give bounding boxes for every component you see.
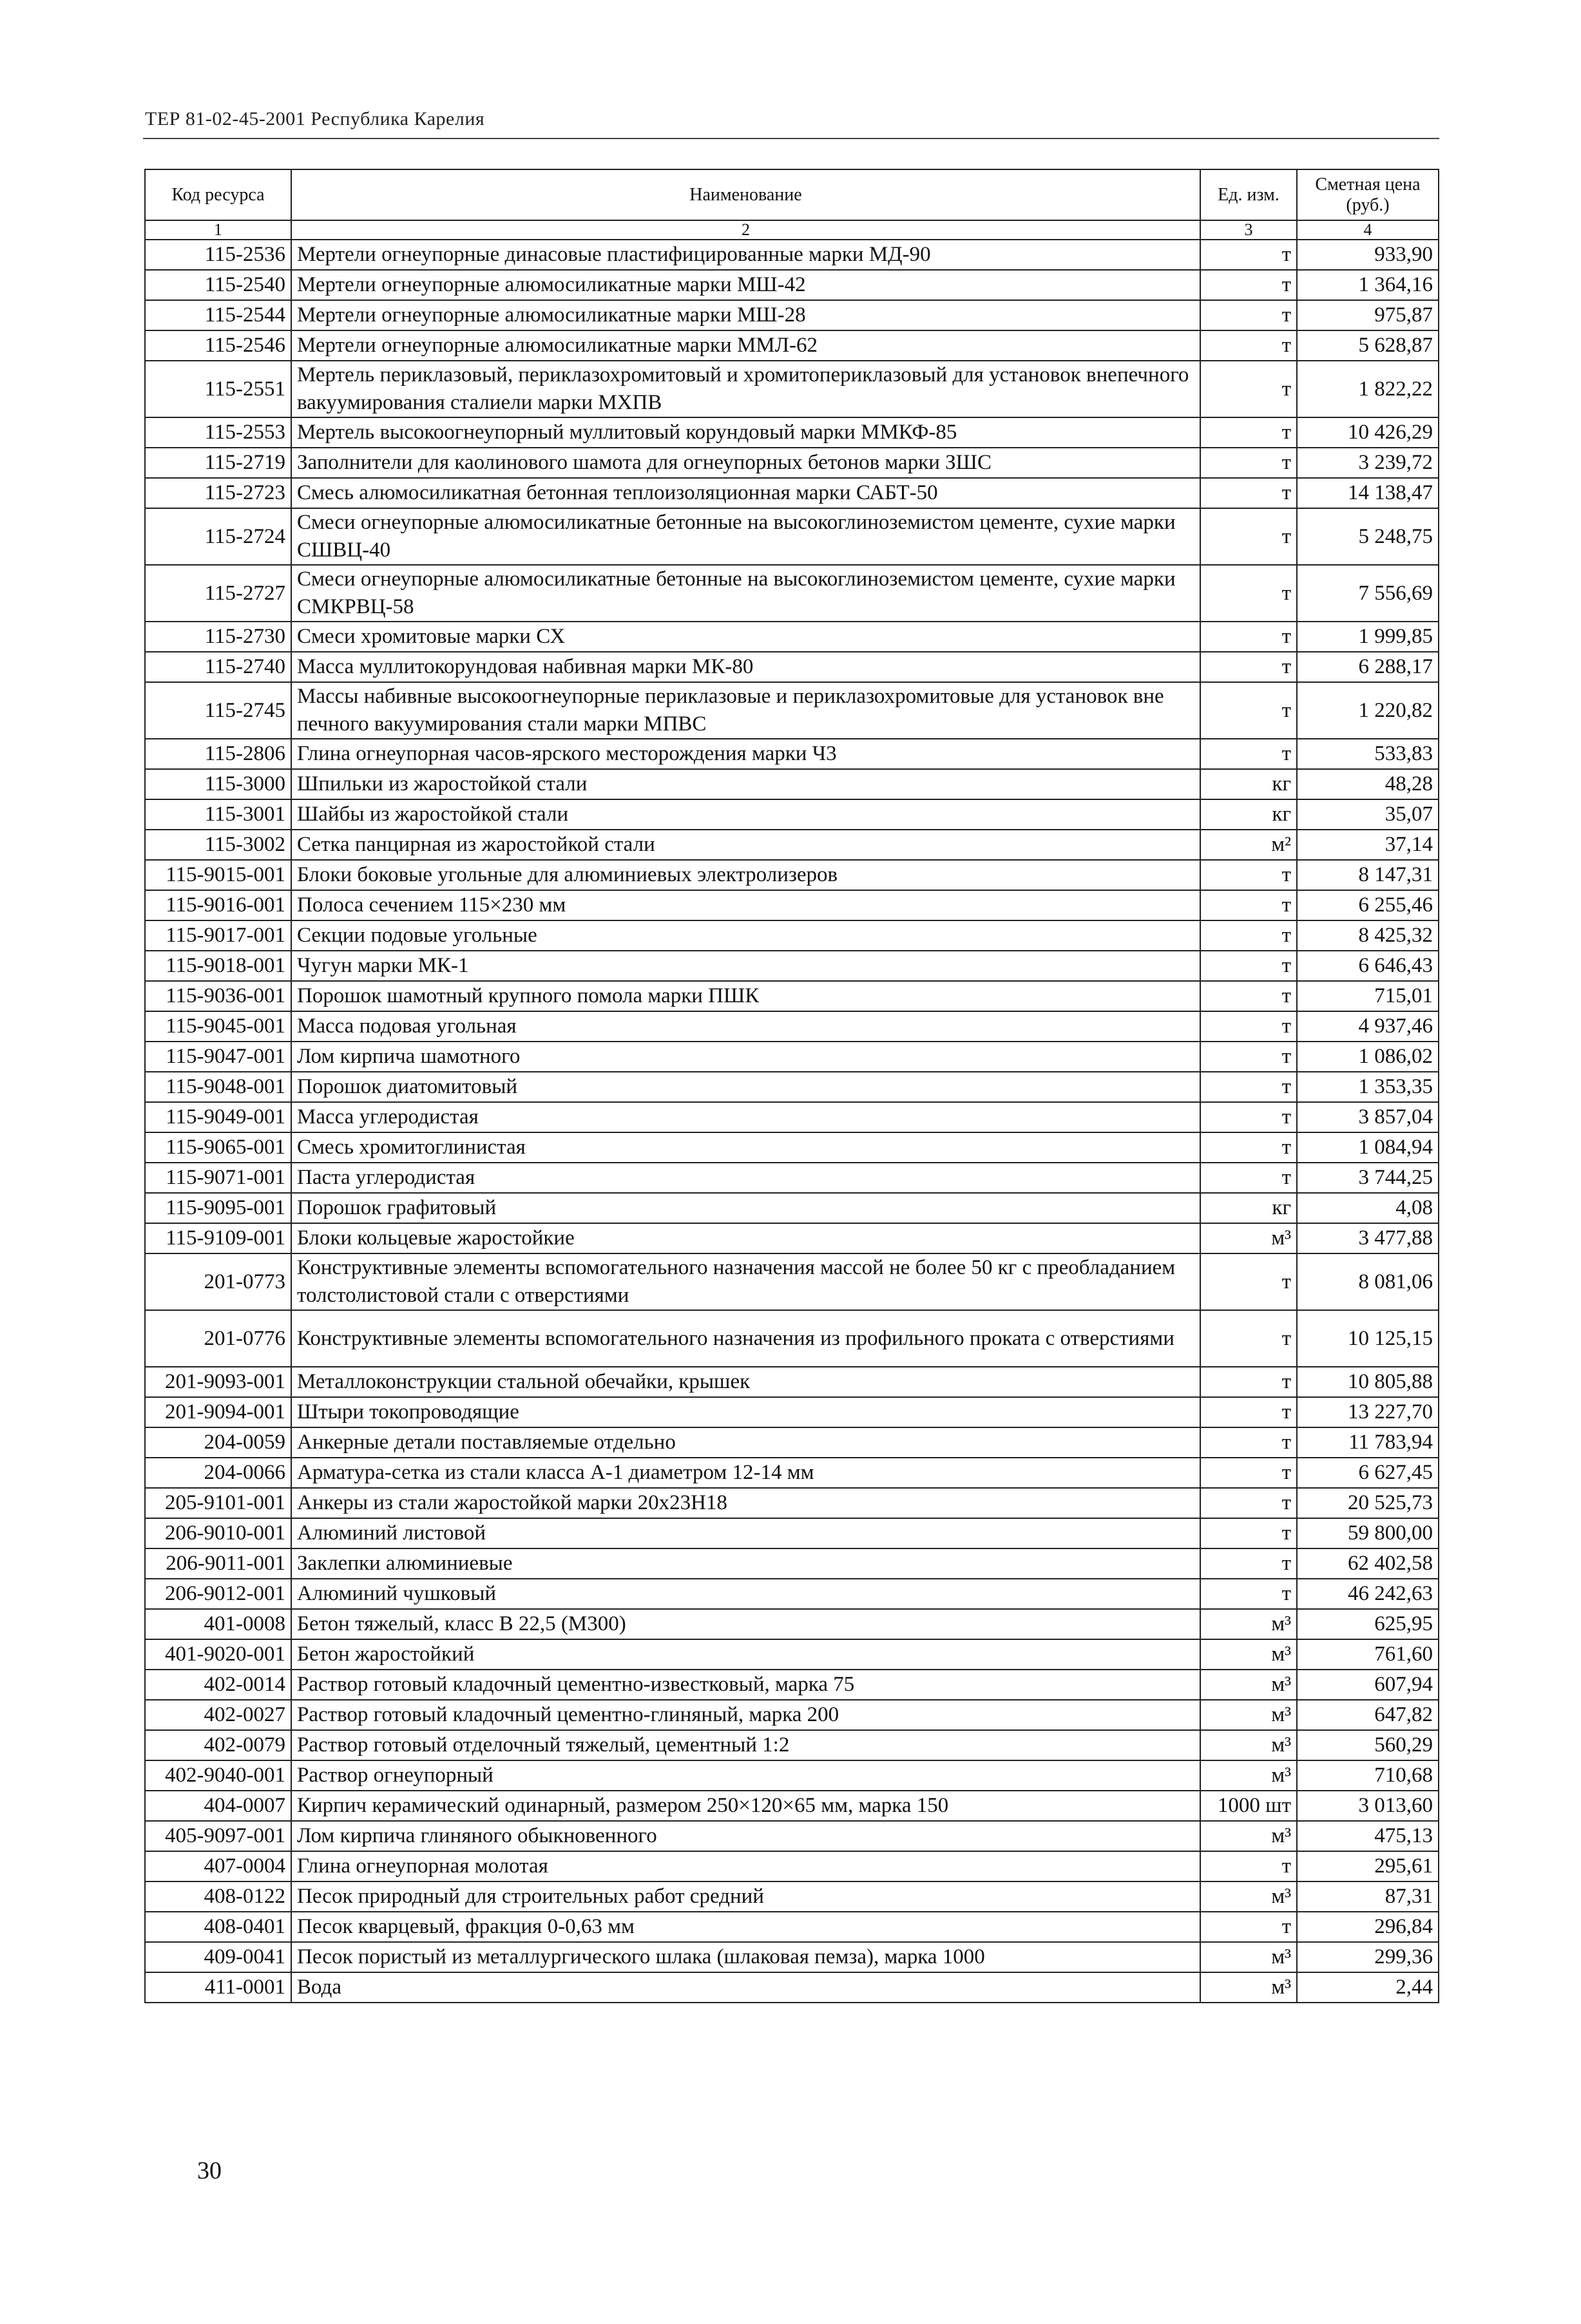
column-number: 2 bbox=[291, 220, 1200, 240]
unit-cell: м³ bbox=[1200, 1670, 1297, 1700]
resource-name-cell: Порошок диатомитовый bbox=[291, 1072, 1200, 1102]
document-header: ТЕР 81-02-45-2001 Республика Карелия bbox=[145, 108, 485, 129]
table-row bbox=[145, 508, 1439, 565]
price-cell: 1 364,16 bbox=[1297, 270, 1439, 300]
resource-name-cell: Сетка панцирная из жаростойкой стали bbox=[291, 830, 1200, 860]
table-row bbox=[145, 920, 1439, 951]
resource-code-cell: 115-2740 bbox=[145, 652, 291, 682]
table-row bbox=[145, 1942, 1439, 1972]
resource-code-cell: 204-0059 bbox=[145, 1427, 291, 1458]
resource-code-cell: 115-2730 bbox=[145, 622, 291, 652]
table-body bbox=[145, 240, 1439, 2003]
table-row bbox=[145, 1132, 1439, 1163]
header-divider bbox=[143, 138, 1439, 139]
price-cell: 3 239,72 bbox=[1297, 448, 1439, 478]
table-row bbox=[145, 652, 1439, 682]
unit-cell: т bbox=[1200, 1488, 1297, 1518]
unit-cell: м³ bbox=[1200, 1881, 1297, 1912]
price-cell: 1 220,82 bbox=[1297, 682, 1439, 739]
resource-name-cell: Лом кирпича глиняного обыкновенного bbox=[291, 1821, 1200, 1851]
resource-name-cell: Порошок графитовый bbox=[291, 1193, 1200, 1223]
table-row bbox=[145, 448, 1439, 478]
resource-code-cell: 115-9036-001 bbox=[145, 981, 291, 1011]
table-row bbox=[145, 1912, 1439, 1942]
resource-code-cell: 402-9040-001 bbox=[145, 1760, 291, 1791]
resource-name-cell: Конструктивные элементы вспомогательного назначения массой не более 50 кг с преобладанием толстолистовой стали с отверстиями bbox=[291, 1253, 1200, 1310]
unit-cell: т bbox=[1200, 1253, 1297, 1310]
price-cell: 35,07 bbox=[1297, 799, 1439, 830]
price-cell: 933,90 bbox=[1297, 240, 1439, 270]
resource-name-cell: Мертель периклазовый, периклазохромитовый и хромитопериклазовый для установок внепечного вакуумирования сталиели марки МХПВ bbox=[291, 361, 1200, 417]
column-number: 3 bbox=[1200, 220, 1297, 240]
resource-code-cell: 115-2553 bbox=[145, 417, 291, 448]
table-row bbox=[145, 1639, 1439, 1670]
resource-code-cell: 206-9011-001 bbox=[145, 1548, 291, 1579]
unit-cell: кг bbox=[1200, 1193, 1297, 1223]
unit-cell: т bbox=[1200, 240, 1297, 270]
resource-code-cell: 115-9048-001 bbox=[145, 1072, 291, 1102]
table-row bbox=[145, 1310, 1439, 1367]
resource-code-cell: 115-2544 bbox=[145, 300, 291, 330]
price-cell: 11 783,94 bbox=[1297, 1427, 1439, 1458]
price-cell: 37,14 bbox=[1297, 830, 1439, 860]
price-cell: 10 805,88 bbox=[1297, 1367, 1439, 1397]
resource-name-cell: Блоки боковые угольные для алюминиевых электролизеров bbox=[291, 860, 1200, 890]
unit-cell: т bbox=[1200, 1310, 1297, 1367]
resource-code-cell: 115-9017-001 bbox=[145, 920, 291, 951]
table-row bbox=[145, 1223, 1439, 1253]
resource-code-cell: 115-9045-001 bbox=[145, 1011, 291, 1042]
table-row bbox=[145, 565, 1439, 622]
table-row bbox=[145, 1548, 1439, 1579]
resource-name-cell: Масса углеродистая bbox=[291, 1102, 1200, 1132]
unit-cell: т bbox=[1200, 508, 1297, 565]
resource-name-cell: Песок кварцевый, фракция 0-0,63 мм bbox=[291, 1912, 1200, 1942]
resource-name-cell: Смесь алюмосиликатная бетонная теплоизоляционная марки САБТ-50 bbox=[291, 478, 1200, 508]
price-cell: 625,95 bbox=[1297, 1609, 1439, 1639]
resource-name-cell: Лом кирпича шамотного bbox=[291, 1042, 1200, 1072]
resource-code-cell: 115-9109-001 bbox=[145, 1223, 291, 1253]
column-header-unit: Ед. изм. bbox=[1200, 169, 1297, 220]
resource-code-cell: 115-9016-001 bbox=[145, 890, 291, 920]
price-cell: 295,61 bbox=[1297, 1851, 1439, 1881]
unit-cell: кг bbox=[1200, 799, 1297, 830]
resource-name-cell: Смесь хромитоглинистая bbox=[291, 1132, 1200, 1163]
resource-code-cell: 201-0773 bbox=[145, 1253, 291, 1310]
resource-name-cell: Шпильки из жаростойкой стали bbox=[291, 769, 1200, 799]
price-cell: 6 255,46 bbox=[1297, 890, 1439, 920]
unit-cell: 1000 шт bbox=[1200, 1791, 1297, 1821]
resource-name-cell: Мертель высокоогнеупорный муллитовый корундовый марки ММКФ-85 bbox=[291, 417, 1200, 448]
unit-cell: т bbox=[1200, 1132, 1297, 1163]
resource-code-cell: 115-2719 bbox=[145, 448, 291, 478]
price-cell: 1 999,85 bbox=[1297, 622, 1439, 652]
price-cell: 647,82 bbox=[1297, 1700, 1439, 1730]
header-row bbox=[145, 169, 1439, 220]
unit-cell: м³ bbox=[1200, 1821, 1297, 1851]
table-row bbox=[145, 1163, 1439, 1193]
price-cell: 2,44 bbox=[1297, 1972, 1439, 2003]
unit-cell: т bbox=[1200, 1102, 1297, 1132]
table-row bbox=[145, 1821, 1439, 1851]
unit-cell: т bbox=[1200, 361, 1297, 417]
resource-name-cell: Бетон тяжелый, класс В 22,5 (М300) bbox=[291, 1609, 1200, 1639]
resource-code-cell: 115-9049-001 bbox=[145, 1102, 291, 1132]
price-cell: 710,68 bbox=[1297, 1760, 1439, 1791]
resource-code-cell: 115-2551 bbox=[145, 361, 291, 417]
unit-cell: т bbox=[1200, 448, 1297, 478]
price-cell: 975,87 bbox=[1297, 300, 1439, 330]
resource-code-cell: 408-0401 bbox=[145, 1912, 291, 1942]
unit-cell: т bbox=[1200, 478, 1297, 508]
unit-cell: м³ bbox=[1200, 1730, 1297, 1760]
resource-name-cell: Раствор готовый отделочный тяжелый, цементный 1:2 bbox=[291, 1730, 1200, 1760]
resource-name-cell: Штыри токопроводящие bbox=[291, 1397, 1200, 1427]
unit-cell: т bbox=[1200, 1042, 1297, 1072]
table-row bbox=[145, 1072, 1439, 1102]
resource-name-cell: Песок природный для строительных работ средний bbox=[291, 1881, 1200, 1912]
resource-code-cell: 115-3002 bbox=[145, 830, 291, 860]
price-cell: 10 125,15 bbox=[1297, 1310, 1439, 1367]
resource-code-cell: 201-9093-001 bbox=[145, 1367, 291, 1397]
resource-code-cell: 115-9095-001 bbox=[145, 1193, 291, 1223]
table-row bbox=[145, 1458, 1439, 1488]
unit-cell: т bbox=[1200, 417, 1297, 448]
table-row bbox=[145, 1851, 1439, 1881]
resource-name-cell: Глина огнеупорная часов-ярского месторождения марки Ч3 bbox=[291, 739, 1200, 769]
table-row bbox=[145, 1791, 1439, 1821]
price-cell: 7 556,69 bbox=[1297, 565, 1439, 622]
table-row bbox=[145, 240, 1439, 270]
unit-cell: т bbox=[1200, 1072, 1297, 1102]
resource-code-cell: 401-0008 bbox=[145, 1609, 291, 1639]
unit-cell: м³ bbox=[1200, 1760, 1297, 1791]
resource-code-cell: 115-9015-001 bbox=[145, 860, 291, 890]
table-row bbox=[145, 1579, 1439, 1609]
unit-cell: т bbox=[1200, 270, 1297, 300]
unit-cell: т bbox=[1200, 300, 1297, 330]
unit-cell: т bbox=[1200, 1912, 1297, 1942]
column-number: 1 bbox=[145, 220, 291, 240]
price-cell: 3 857,04 bbox=[1297, 1102, 1439, 1132]
price-cell: 87,31 bbox=[1297, 1881, 1439, 1912]
resource-name-cell: Заклепки алюминиевые bbox=[291, 1548, 1200, 1579]
price-cell: 3 477,88 bbox=[1297, 1223, 1439, 1253]
resource-name-cell: Глина огнеупорная молотая bbox=[291, 1851, 1200, 1881]
resource-code-cell: 115-9047-001 bbox=[145, 1042, 291, 1072]
column-header-price: Сметная цена (руб.) bbox=[1297, 169, 1439, 220]
resource-code-cell: 404-0007 bbox=[145, 1791, 291, 1821]
unit-cell: т bbox=[1200, 1163, 1297, 1193]
price-table bbox=[144, 169, 1439, 2003]
unit-cell: т bbox=[1200, 951, 1297, 981]
price-cell: 10 426,29 bbox=[1297, 417, 1439, 448]
resource-name-cell: Смеси огнеупорные алюмосиликатные бетонные на высокоглиноземистом цементе, сухие марки СШВЦ-40 bbox=[291, 508, 1200, 565]
table-row bbox=[145, 417, 1439, 448]
resource-name-cell: Раствор огнеупорный bbox=[291, 1760, 1200, 1791]
column-header-name: Наименование bbox=[291, 169, 1200, 220]
price-cell: 1 084,94 bbox=[1297, 1132, 1439, 1163]
price-cell: 715,01 bbox=[1297, 981, 1439, 1011]
resource-name-cell: Масса муллитокорундовая набивная марки МК-80 bbox=[291, 652, 1200, 682]
resource-name-cell: Арматура-сетка из стали класса А-1 диаметром 12-14 мм bbox=[291, 1458, 1200, 1488]
resource-name-cell: Конструктивные элементы вспомогательного назначения из профильного проката с отверстиями bbox=[291, 1310, 1200, 1367]
price-cell: 3 013,60 bbox=[1297, 1791, 1439, 1821]
resource-name-cell: Блоки кольцевые жаростойкие bbox=[291, 1223, 1200, 1253]
resource-code-cell: 206-9012-001 bbox=[145, 1579, 291, 1609]
table-row bbox=[145, 1881, 1439, 1912]
resource-name-cell: Песок пористый из металлургического шлака (шлаковая пемза), марка 1000 bbox=[291, 1942, 1200, 1972]
resource-name-cell: Алюминий листовой bbox=[291, 1518, 1200, 1548]
table-row bbox=[145, 860, 1439, 890]
resource-name-cell: Порошок шамотный крупного помола марки ПШК bbox=[291, 981, 1200, 1011]
price-cell: 4,08 bbox=[1297, 1193, 1439, 1223]
price-cell: 13 227,70 bbox=[1297, 1397, 1439, 1427]
table-row bbox=[145, 361, 1439, 417]
resource-code-cell: 206-9010-001 bbox=[145, 1518, 291, 1548]
price-cell: 14 138,47 bbox=[1297, 478, 1439, 508]
unit-cell: т bbox=[1200, 622, 1297, 652]
unit-cell: т bbox=[1200, 330, 1297, 361]
table-row bbox=[145, 769, 1439, 799]
table-row bbox=[145, 330, 1439, 361]
table-row bbox=[145, 830, 1439, 860]
price-cell: 59 800,00 bbox=[1297, 1518, 1439, 1548]
table-row bbox=[145, 1102, 1439, 1132]
table-row bbox=[145, 300, 1439, 330]
table-row bbox=[145, 1730, 1439, 1760]
resource-code-cell: 407-0004 bbox=[145, 1851, 291, 1881]
resource-name-cell: Мертели огнеупорные алюмосиликатные марки МШ-28 bbox=[291, 300, 1200, 330]
resource-name-cell: Мертели огнеупорные алюмосиликатные марки ММЛ-62 bbox=[291, 330, 1200, 361]
resource-name-cell: Бетон жаростойкий bbox=[291, 1639, 1200, 1670]
price-cell: 475,13 bbox=[1297, 1821, 1439, 1851]
resource-code-cell: 115-2724 bbox=[145, 508, 291, 565]
resource-code-cell: 402-0079 bbox=[145, 1730, 291, 1760]
resource-code-cell: 405-9097-001 bbox=[145, 1821, 291, 1851]
table-row bbox=[145, 1042, 1439, 1072]
unit-cell: т bbox=[1200, 920, 1297, 951]
price-cell: 8 147,31 bbox=[1297, 860, 1439, 890]
table-row bbox=[145, 1397, 1439, 1427]
price-cell: 46 242,63 bbox=[1297, 1579, 1439, 1609]
table-row bbox=[145, 1011, 1439, 1042]
resource-name-cell: Заполнители для каолинового шамота для огнеупорных бетонов марки ЗШС bbox=[291, 448, 1200, 478]
unit-cell: м² bbox=[1200, 830, 1297, 860]
price-cell: 533,83 bbox=[1297, 739, 1439, 769]
unit-cell: т bbox=[1200, 1367, 1297, 1397]
unit-cell: кг bbox=[1200, 769, 1297, 799]
resource-name-cell: Паста углеродистая bbox=[291, 1163, 1200, 1193]
resource-code-cell: 115-9018-001 bbox=[145, 951, 291, 981]
resource-code-cell: 402-0014 bbox=[145, 1670, 291, 1700]
unit-cell: т bbox=[1200, 1579, 1297, 1609]
table-row bbox=[145, 1518, 1439, 1548]
table-row bbox=[145, 799, 1439, 830]
price-cell: 607,94 bbox=[1297, 1670, 1439, 1700]
unit-cell: т bbox=[1200, 981, 1297, 1011]
price-cell: 560,29 bbox=[1297, 1730, 1439, 1760]
unit-cell: т bbox=[1200, 652, 1297, 682]
resource-name-cell: Массы набивные высокоогнеупорные периклазовые и периклазохромитовые для установок вне печного вакуумирования стали марки МПВС bbox=[291, 682, 1200, 739]
price-cell: 8 425,32 bbox=[1297, 920, 1439, 951]
resource-code-cell: 115-2745 bbox=[145, 682, 291, 739]
resource-name-cell: Металлоконструкции стальной обечайки, крышек bbox=[291, 1367, 1200, 1397]
unit-cell: т bbox=[1200, 890, 1297, 920]
resource-name-cell: Раствор готовый кладочный цементно-глиняный, марка 200 bbox=[291, 1700, 1200, 1730]
price-cell: 5 248,75 bbox=[1297, 508, 1439, 565]
unit-cell: т bbox=[1200, 565, 1297, 622]
resource-code-cell: 115-3000 bbox=[145, 769, 291, 799]
price-cell: 296,84 bbox=[1297, 1912, 1439, 1942]
resource-name-cell: Раствор готовый кладочный цементно-известковый, марка 75 bbox=[291, 1670, 1200, 1700]
price-cell: 8 081,06 bbox=[1297, 1253, 1439, 1310]
table-row bbox=[145, 981, 1439, 1011]
unit-cell: т bbox=[1200, 1851, 1297, 1881]
unit-cell: м³ bbox=[1200, 1223, 1297, 1253]
table-row bbox=[145, 1670, 1439, 1700]
resource-code-cell: 115-3001 bbox=[145, 799, 291, 830]
resource-name-cell: Мертели огнеупорные алюмосиликатные марки МШ-42 bbox=[291, 270, 1200, 300]
price-cell: 4 937,46 bbox=[1297, 1011, 1439, 1042]
price-cell: 1 086,02 bbox=[1297, 1042, 1439, 1072]
table-row bbox=[145, 951, 1439, 981]
unit-cell: м³ bbox=[1200, 1700, 1297, 1730]
resource-code-cell: 115-2536 bbox=[145, 240, 291, 270]
resource-code-cell: 408-0122 bbox=[145, 1881, 291, 1912]
resource-name-cell: Смеси огнеупорные алюмосиликатные бетонные на высокоглиноземистом цементе, сухие марки СМКРВЦ-58 bbox=[291, 565, 1200, 622]
unit-cell: м³ bbox=[1200, 1942, 1297, 1972]
resource-name-cell: Смеси хромитовые марки СХ bbox=[291, 622, 1200, 652]
unit-cell: т bbox=[1200, 739, 1297, 769]
table-row bbox=[145, 1609, 1439, 1639]
resource-name-cell: Секции подовые угольные bbox=[291, 920, 1200, 951]
unit-cell: т bbox=[1200, 860, 1297, 890]
table-row bbox=[145, 1972, 1439, 2003]
price-cell: 6 288,17 bbox=[1297, 652, 1439, 682]
resource-name-cell: Анкеры из стали жаростойкой марки 20х23Н18 bbox=[291, 1488, 1200, 1518]
resource-name-cell: Вода bbox=[291, 1972, 1200, 2003]
table-row bbox=[145, 270, 1439, 300]
resource-code-cell: 201-9094-001 bbox=[145, 1397, 291, 1427]
price-cell: 3 744,25 bbox=[1297, 1163, 1439, 1193]
resource-code-cell: 115-2540 bbox=[145, 270, 291, 300]
table-row bbox=[145, 1760, 1439, 1791]
unit-cell: т bbox=[1200, 1518, 1297, 1548]
column-header-code: Код ресурса bbox=[145, 169, 291, 220]
resource-name-cell: Чугун марки МК-1 bbox=[291, 951, 1200, 981]
price-cell: 5 628,87 bbox=[1297, 330, 1439, 361]
resource-name-cell: Кирпич керамический одинарный, размером 250×120×65 мм, марка 150 bbox=[291, 1791, 1200, 1821]
resource-name-cell: Мертели огнеупорные динасовые пластифицированные марки МД-90 bbox=[291, 240, 1200, 270]
column-number-row bbox=[145, 220, 1439, 240]
unit-cell: т bbox=[1200, 682, 1297, 739]
price-cell: 48,28 bbox=[1297, 769, 1439, 799]
unit-cell: т bbox=[1200, 1397, 1297, 1427]
price-cell: 761,60 bbox=[1297, 1639, 1439, 1670]
resource-name-cell: Анкерные детали поставляемые отдельно bbox=[291, 1427, 1200, 1458]
price-cell: 62 402,58 bbox=[1297, 1548, 1439, 1579]
resource-name-cell: Полоса сечением 115×230 мм bbox=[291, 890, 1200, 920]
table-row bbox=[145, 478, 1439, 508]
price-cell: 20 525,73 bbox=[1297, 1488, 1439, 1518]
table-row bbox=[145, 1427, 1439, 1458]
unit-cell: м³ bbox=[1200, 1609, 1297, 1639]
resource-code-cell: 411-0001 bbox=[145, 1972, 291, 2003]
unit-cell: т bbox=[1200, 1427, 1297, 1458]
resource-code-cell: 115-9071-001 bbox=[145, 1163, 291, 1193]
resource-code-cell: 402-0027 bbox=[145, 1700, 291, 1730]
table-row bbox=[145, 622, 1439, 652]
price-cell: 1 822,22 bbox=[1297, 361, 1439, 417]
resource-code-cell: 409-0041 bbox=[145, 1942, 291, 1972]
price-cell: 1 353,35 bbox=[1297, 1072, 1439, 1102]
resource-code-cell: 205-9101-001 bbox=[145, 1488, 291, 1518]
resource-code-cell: 115-2546 bbox=[145, 330, 291, 361]
table-row bbox=[145, 682, 1439, 739]
price-cell: 6 627,45 bbox=[1297, 1458, 1439, 1488]
unit-cell: т bbox=[1200, 1548, 1297, 1579]
table-row bbox=[145, 739, 1439, 769]
unit-cell: м³ bbox=[1200, 1639, 1297, 1670]
table-row bbox=[145, 1253, 1439, 1310]
resource-name-cell: Алюминий чушковый bbox=[291, 1579, 1200, 1609]
resource-name-cell: Масса подовая угольная bbox=[291, 1011, 1200, 1042]
table-row bbox=[145, 1700, 1439, 1730]
table-row bbox=[145, 1193, 1439, 1223]
resource-code-cell: 115-9065-001 bbox=[145, 1132, 291, 1163]
resource-code-cell: 115-2727 bbox=[145, 565, 291, 622]
price-cell: 6 646,43 bbox=[1297, 951, 1439, 981]
resource-name-cell: Шайбы из жаростойкой стали bbox=[291, 799, 1200, 830]
unit-cell: т bbox=[1200, 1011, 1297, 1042]
price-cell: 299,36 bbox=[1297, 1942, 1439, 1972]
unit-cell: м³ bbox=[1200, 1972, 1297, 2003]
resource-code-cell: 204-0066 bbox=[145, 1458, 291, 1488]
table-row bbox=[145, 890, 1439, 920]
table-row bbox=[145, 1367, 1439, 1397]
column-number: 4 bbox=[1297, 220, 1439, 240]
table-row bbox=[145, 1488, 1439, 1518]
unit-cell: т bbox=[1200, 1458, 1297, 1488]
resource-code-cell: 201-0776 bbox=[145, 1310, 291, 1367]
page-number: 30 bbox=[197, 2157, 222, 2184]
resource-code-cell: 115-2723 bbox=[145, 478, 291, 508]
resource-code-cell: 115-2806 bbox=[145, 739, 291, 769]
resource-code-cell: 401-9020-001 bbox=[145, 1639, 291, 1670]
